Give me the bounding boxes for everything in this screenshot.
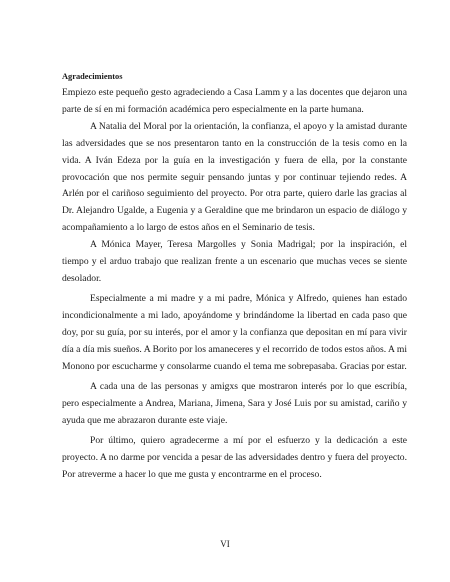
paragraph-monica-mayer: A Mónica Mayer, Teresa Margolles y Sonia Madrigal; por la inspiración, el tiempo y el arduo trabajo que realizan frente a un escenario que muchas veces se siente desolador.	[62, 239, 407, 284]
paragraph-parents: Especialmente a mi madre y a mi padre, Mónica y Alfredo, quienes han estado incondicionalmente a mi lado, apoyándome y brindándome la libertad en cada paso que doy, por su guía, por su interés, por el amor y la confianza que depositan en mí para vivir día a día mis sueños. A Borito por los amaneceres y el recorrido de todos estos años. A mi Monono por escucharme y consolarme cuando el tema me sobrepasaba. Gracias por estar.	[62, 293, 407, 372]
section-heading: Agradecimientos	[62, 72, 123, 81]
paragraph-friends: A cada una de las personas y amigxs que mostraron interés por lo que escribía, pero especialmente a Andrea, Mariana, Jimena, Sara y José Luis por su amistad, cariño y ayuda que me abrazaron durante este viaje.	[62, 380, 407, 426]
page-number: VI	[220, 539, 230, 549]
paragraph-natalia: A Natalia del Moral por la orientación, la confianza, el apoyo y la amistad durante las adversidades que se nos presentaron tanto en la construcción de la tesis como en la vida. A Iván Edeza por la guía en la investigación y fuera de ella, por la constante provocación que nos permite seguir pensando juntas y por continuar tejiendo redes. A Arlén por el cariñoso seguimiento del proyecto. Por otra parte, quiero darle las gracias al Dr. Alejandro Ugalde, a Eugenia y a Geraldine que me brindaron un espacio de diálogo y acompañamiento a lo largo de estos años en el Seminario de tesis.	[62, 120, 407, 234]
paragraph-self: Por último, quiero agradecerme a mí por el esfuerzo y la dedicación a este proyecto. A no darme por vencida a pesar de las adversidades dentro y fuera del proyecto. Por atreverme a hacer lo que me gusta y encontrarme en el proceso.	[62, 434, 407, 480]
document-page	[62, 70, 407, 483]
paragraph-casa-lamm: Empiezo este pequeño gesto agradeciendo a Casa Lamm y a las docentes que dejaron una parte de sí en mi formación académica pero especialmente en la parte humana.	[62, 87, 407, 115]
